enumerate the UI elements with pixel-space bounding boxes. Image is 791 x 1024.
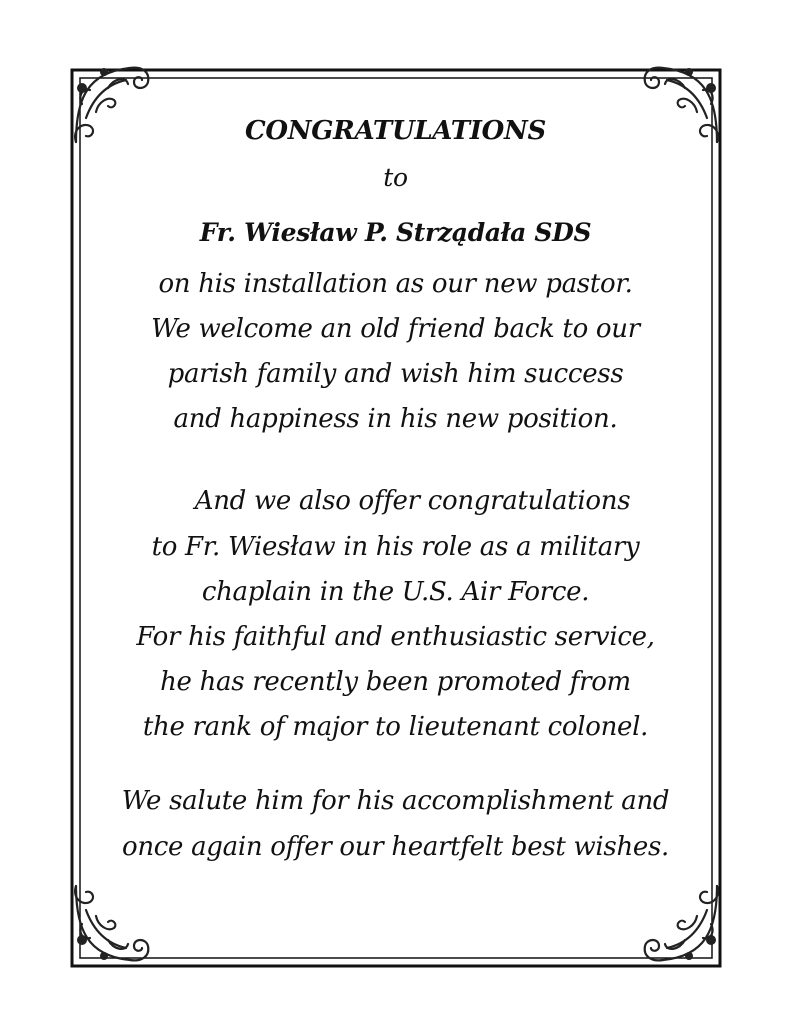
paragraph3-line: once again offer our heartfelt best wishes. [121, 832, 670, 862]
paragraph2-line: the rank of major to lieutenant colonel. [142, 712, 649, 742]
heading: CONGRATULATIONS [245, 116, 546, 146]
paragraph1-line: parish family and wish him success [167, 359, 624, 389]
paragraph1-line: and happiness in his new position. [173, 404, 618, 434]
paragraph2-line: to Fr. Wiesław in his role as a military [151, 532, 640, 562]
to-text: to [383, 163, 408, 192]
honoree-name: Fr. Wiesław P. Strządała SDS [199, 218, 592, 247]
paragraph1-line: on his installation as our new pastor. [158, 269, 633, 299]
paragraph2-line: chaplain in the U.S. Air Force. [201, 577, 590, 607]
paragraph2-line: he has recently been promoted from [160, 667, 631, 697]
flourish-corner-icon [635, 880, 725, 970]
paragraph1-line: We welcome an old friend back to our [151, 314, 640, 344]
paragraph3-line: We salute him for his accomplishment and [121, 786, 670, 816]
paragraph2-line: For his faithful and enthusiastic service, [136, 622, 655, 652]
flourish-corner-icon [68, 880, 158, 970]
paragraph2-line: And we also offer congratulations [194, 486, 631, 516]
